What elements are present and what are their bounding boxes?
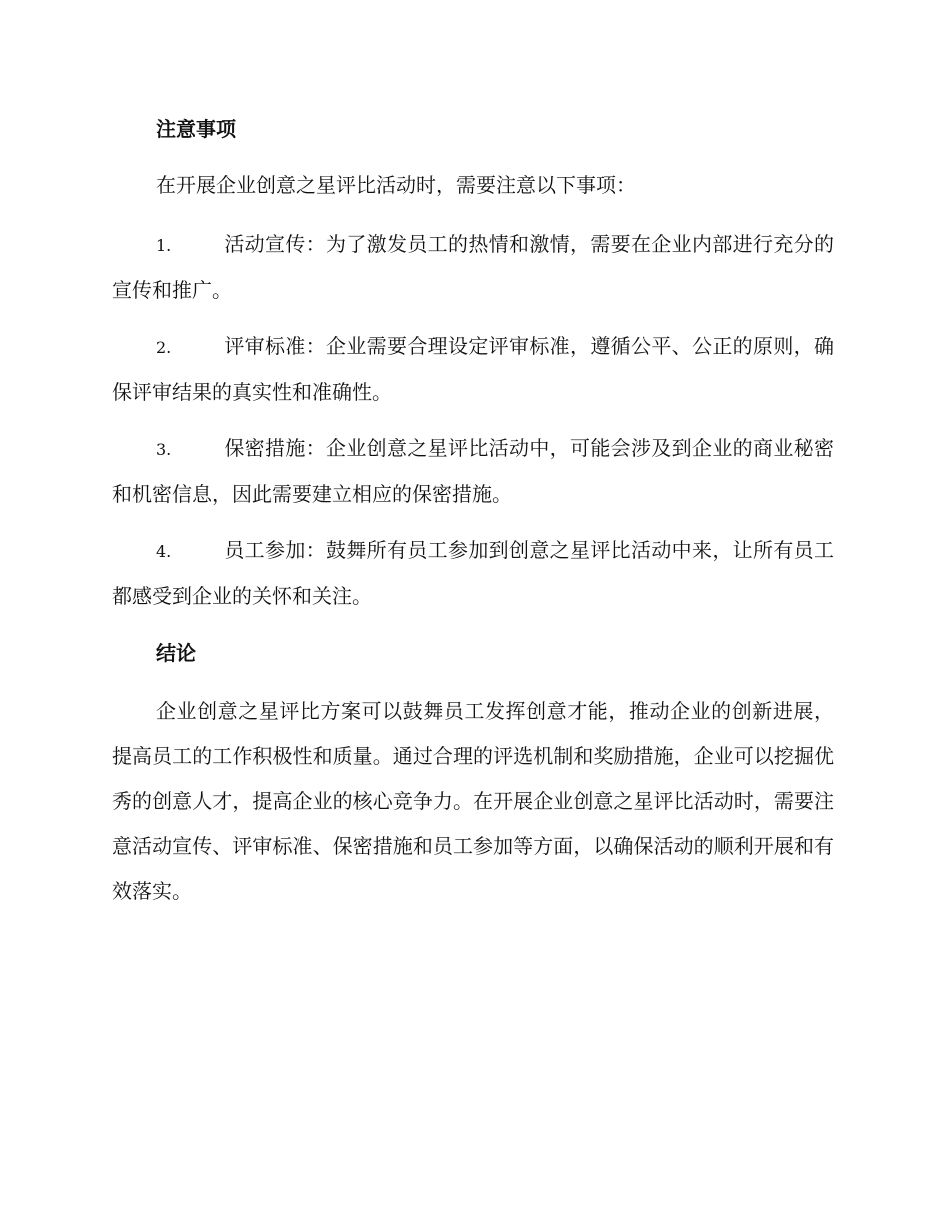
conclusion-heading: 结论 bbox=[156, 641, 196, 665]
list-item-text: 员工参加：鼓舞所有员工参加到创意之星评比活动中来，让所有员工都感受到企业的关怀和关注。 bbox=[112, 538, 834, 608]
list-item bbox=[112, 528, 834, 619]
list-item-text: 评审标准：企业需要合理设定评审标准，遵循公平、公正的原则，确保评审结果的真实性和准确性。 bbox=[112, 334, 834, 404]
list-item bbox=[112, 222, 834, 313]
notes-heading: 注意事项 bbox=[156, 117, 236, 141]
conclusion-body: 企业创意之星评比方案可以鼓舞员工发挥创意才能，推动企业的创新进展，提高员工的工作积极性和质量。通过合理的评选机制和奖励措施，企业可以挖掘优秀的创意人才，提高企业的核心竞争力。在开展企业创意之星评比活动时，需要注意活动宣传、评审标准、保密措施和员工参加等方面，以确保活动的顺利开展和有效落实。 bbox=[112, 699, 834, 903]
list-item-number: 4. bbox=[156, 542, 172, 561]
list-item-text: 保密措施：企业创意之星评比活动中，可能会涉及到企业的商业秘密和机密信息，因此需要建立相应的保密措施。 bbox=[112, 436, 834, 506]
list-item bbox=[112, 426, 834, 517]
list-item-number: 3. bbox=[156, 440, 172, 459]
list-item bbox=[112, 324, 834, 415]
list-item-text: 活动宣传：为了激发员工的热情和激情，需要在企业内部进行充分的宣传和推广。 bbox=[112, 232, 834, 302]
list-item-number: 2. bbox=[156, 338, 172, 357]
notes-intro: 在开展企业创意之星评比活动时，需要注意以下事项： bbox=[156, 173, 636, 197]
list-item-number: 1. bbox=[156, 236, 172, 255]
